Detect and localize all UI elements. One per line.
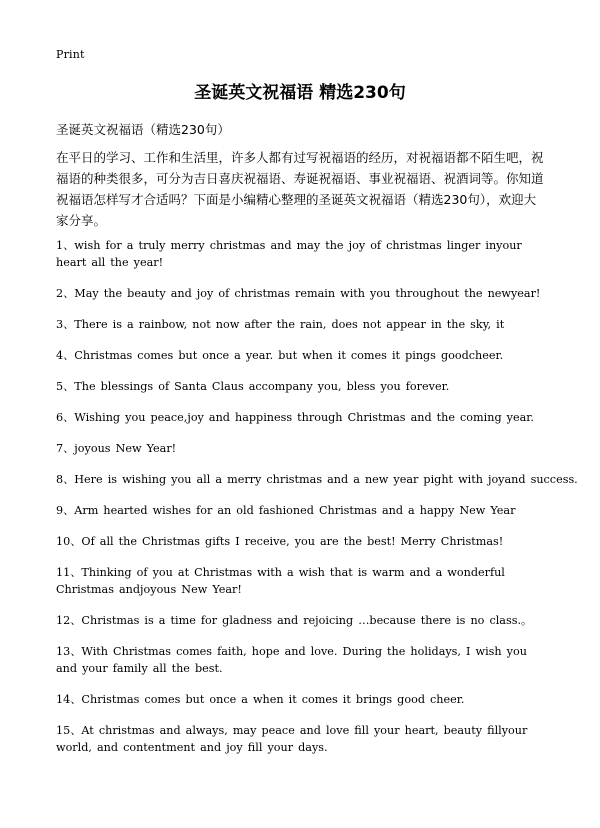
- list-item: 10、Of all the Christmas gifts I receive, you are the best! Merry Christmas!: [56, 535, 504, 548]
- list-item: 1、wish for a truly merry christmas and may the joy of christmas linger inyour heart all the year!: [56, 239, 522, 269]
- list-item: 14、Christmas comes but once a when it comes it brings good cheer.: [56, 693, 465, 706]
- list-item: 13、With Christmas comes faith, hope and love. During the holidays, I wish you and your family all the best.: [56, 645, 527, 675]
- list-item: 11、Thinking of you at Christmas with a wish that is warm and a wonderful Christmas andjoyous New Year!: [56, 566, 505, 596]
- list-item: 5、The blessings of Santa Claus accompany you, bless you forever.: [56, 380, 450, 393]
- page-title: 圣诞英文祝福语 精选230句: [194, 83, 406, 103]
- list-item: 8、Here is wishing you all a merry christmas and a new year pight with joyand success.: [56, 473, 578, 486]
- intro-paragraph: 在平日的学习、工作和生活里，许多人都有过写祝福语的经历，对祝福语都不陌生吧，祝福语的种类很多，可分为吉日喜庆祝福语、寿诞祝福语、事业祝福语、祝酒词等。你知道祝福语怎样写才合适吗？下面是小编精心整理的圣诞英文祝福语（精选230句），欢迎大家分享。: [56, 150, 544, 228]
- print-label: Print: [56, 48, 85, 61]
- list-item: 7、joyous New Year!: [56, 442, 177, 455]
- list-item: 9、Arm hearted wishes for an old fashioned Christmas and a happy New Year: [56, 504, 516, 517]
- list-item: 2、May the beauty and joy of christmas remain with you throughout the newyear!: [56, 287, 541, 300]
- list-item: 15、At christmas and always, may peace and love fill your heart, beauty fillyour world, and contentment and joy fill your days.: [56, 724, 528, 754]
- list-item: 4、Christmas comes but once a year. but when it comes it pings goodcheer.: [56, 349, 504, 362]
- greetings-list: [56, 237, 578, 770]
- list-item: 3、There is a rainbow, not now after the rain, does not appear in the sky, it: [56, 318, 505, 331]
- page-subtitle: 圣诞英文祝福语（精选230句）: [56, 122, 230, 137]
- list-item: 6、Wishing you peace,joy and happiness through Christmas and the coming year.: [56, 411, 534, 424]
- list-item: 12、Christmas is a time for gladness and rejoicing …because there is no class.。: [56, 614, 533, 627]
